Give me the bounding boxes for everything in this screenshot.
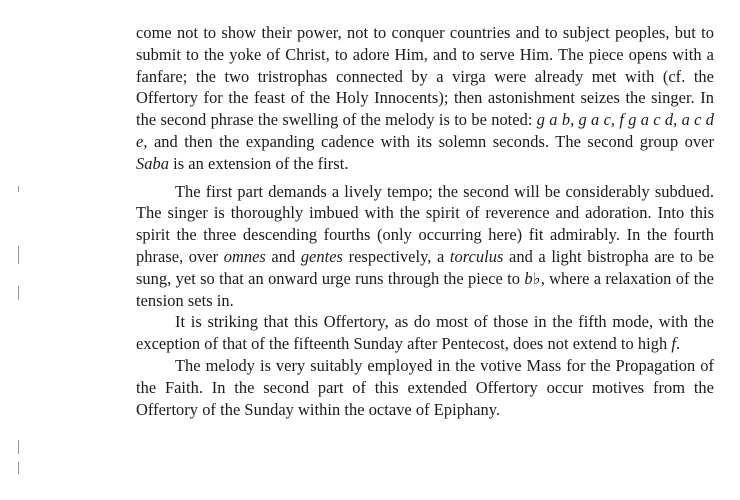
italic-text-run: g a b, g a c, f g a c d, a c d e, [136, 110, 714, 151]
italic-text-run: omnes [223, 246, 266, 266]
margin-scan-mark [18, 462, 19, 474]
italic-text-run: f [671, 334, 676, 354]
text-run: It is striking that this Offertory, as do most of those in the fifth mode, with the exception of that of the fifteenth Sunday after Pentecost, does not extend to high [136, 312, 714, 354]
margin-scan-mark [18, 186, 19, 192]
text-run: is an extension of the first. [168, 153, 349, 173]
margin-scan-mark [18, 440, 19, 454]
italic-text-run: gentes [300, 246, 343, 266]
paragraph [136, 355, 714, 420]
italic-text-run: torculus [449, 246, 504, 266]
paragraph [136, 311, 714, 355]
italic-text-run: Saba [136, 153, 169, 173]
text-run: The melody is very suitably employed in the votive Mass for the Propagation of the Faith. In the second part of this extended Offertory occur motives from the Offertory of the Sunday within the octave of Epiphany. [136, 355, 714, 419]
text-run: The first part demands a lively tempo; the second will be considerably subdued. The singer is thoroughly imbued with the spirit of reverence and adoration. Into this spirit the three descending fourths (only occurring here) fit admirably. In the fourth phrase, over [136, 181, 714, 266]
text-run: . [675, 334, 681, 354]
text-run: respectively, a [343, 246, 450, 266]
paragraph [136, 22, 714, 175]
page-text [136, 22, 714, 420]
text-run: , where a relaxation of the tension sets in. [136, 268, 714, 310]
text-run: and [265, 246, 301, 266]
text-run: and then the expanding cadence with its solemn seconds. The second group over [147, 131, 714, 151]
margin-scan-mark [18, 286, 19, 300]
paragraph [136, 181, 714, 312]
italic-text-run: b♭ [524, 268, 541, 288]
margin-scan-mark [18, 246, 19, 264]
text-run: come not to show their power, not to conquer countries and to subject peoples, but to submit to the yoke of Christ, to adore Him, and to serve Him. The piece opens with a fanfare; the two tristrophas connected by a virga were already met with (cf. the Offertory for the feast of the Holy Innocents); then astonishment seizes the singer. In the second phrase the swelling of the melody is to be noted: [136, 23, 714, 130]
text-run: and a light bistropha are to be sung, yet so that an onward urge runs through the piece to [136, 246, 714, 288]
